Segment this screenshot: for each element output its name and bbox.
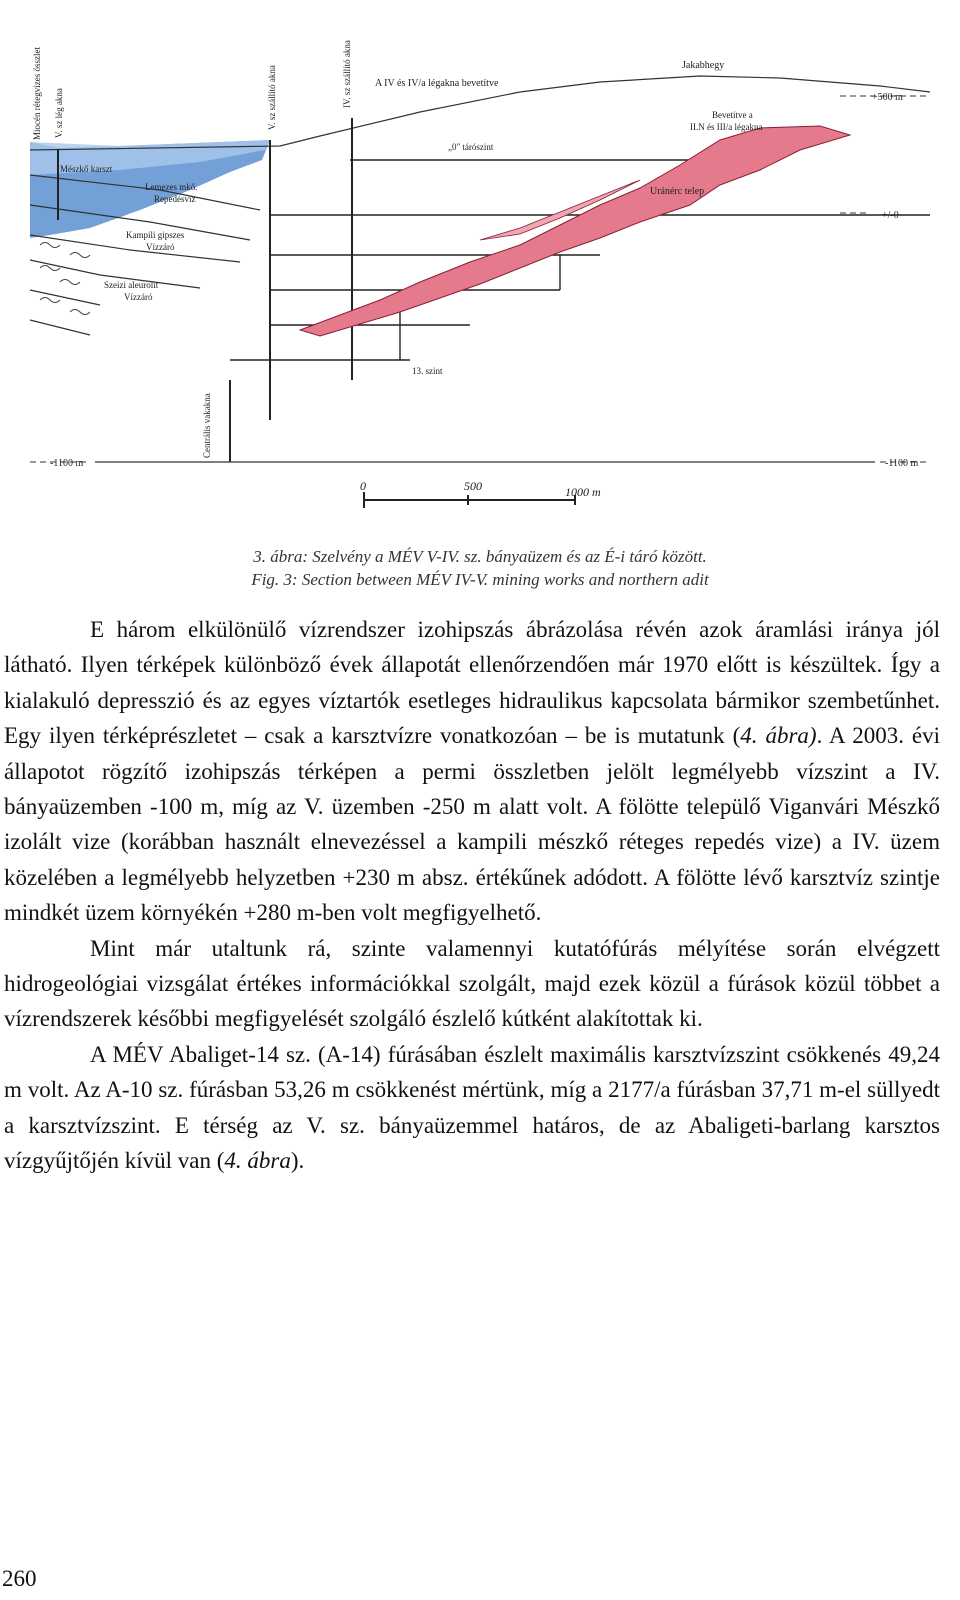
page-number: 260 <box>2 1566 37 1591</box>
label-bevetitve-2: II.N és III/a légakna <box>690 122 763 132</box>
label-v-leg-akna: V. sz lég akna <box>54 88 64 138</box>
label-kampili-1: Kampili gipszes <box>126 230 185 240</box>
label-minus1100-left: -1100 m <box>50 458 84 469</box>
label-szeizi-1: Szeizi aleurolit <box>104 280 159 290</box>
label-bevetitve-1: Bevetítve a <box>712 110 753 120</box>
label-kampili-2: Vízzáró <box>146 242 175 252</box>
label-v-szallito: V. sz szállító akna <box>267 65 277 130</box>
label-plus0: +/-0 <box>882 210 899 221</box>
label-lemezes-2: Repedésvíz <box>154 194 196 204</box>
cross-section-figure <box>0 0 960 540</box>
paragraph-3 <box>4 1037 940 1179</box>
label-szeizi-2: Vízzáró <box>124 292 153 302</box>
label-iv-szallito: IV. sz szállító akna <box>342 40 352 108</box>
layer-hatching <box>40 243 90 315</box>
uranium-ore-body <box>300 126 850 336</box>
label-miocene: Miocén rétegvizes összlet <box>32 47 42 140</box>
figure-reference: 4. ábra <box>224 1148 291 1174</box>
label-minus1100-right: -1100 m <box>885 458 919 469</box>
scale-bar <box>364 492 575 508</box>
label-plus500: +500 m <box>872 92 903 103</box>
paragraph-1 <box>4 612 940 931</box>
paragraph-2: Mint már utaltunk rá, szinte valamennyi kutatófúrás mélyítése során elvégzett hidrogeológiai vizsgálat értékes információkkal szolgált, majd ezek közül a fúrások közül többet a vízrendszerek későbbi megfigyelését szolgáló észlelő kútként alakítottak ki. <box>4 935 940 1032</box>
label-centralis: Centrális vakakna <box>202 393 212 458</box>
figure-reference: 4. ábra) <box>740 723 817 749</box>
paragraph-1-text-a: E három elkülönülő vízrendszer izohipszás ábrázolása révén azok áramlási iránya jól látható. Ilyen térképek különböző évek állapotát ellenőrzendően már 1970 előtt is készültek. Így a kialakuló depresszió és az egyes víztartók esetleges hidraulikus kapcsolata bármikor szembetűnhet. Egy ilyen térképrészletet – csak a karsztvízre vonatkozóan – be is mutatunk ( <box>4 617 940 749</box>
label-uranerc: Uránérc telep <box>650 186 705 197</box>
scale-label-500: 500 <box>464 479 482 493</box>
label-taroszint: „0" tárószint <box>448 142 494 152</box>
scale-label-1000: 1000 m <box>565 485 601 499</box>
body-text <box>4 612 940 1179</box>
strata-lines <box>30 76 930 335</box>
figure-caption-hu: 3. ábra: Szelvény a MÉV V-IV. sz. bányaüzem és az É-i táró között. <box>253 547 707 566</box>
paragraph-3-text-b: ). <box>290 1148 305 1174</box>
label-jakabhegy: Jakabhegy <box>682 60 725 71</box>
paragraph-3-text-a: A MÉV Abaliget-14 sz. (A-14) fúrásában észlelt maximális karsztvízszint csökkenés 49,24 m volt. Az A-10 sz. fúrásban 53,26 m csökkenést mértünk, míg a 2177/a fúrásban 37,71 m-el süllyedt a karsztvízszint. E térség az V. sz. bányaüzemmel határos, de az Abaligeti-barlang karsztos vízgyűjtőjén kívül van ( <box>4 1041 940 1174</box>
label-meszko-karszt: Mészkő karszt <box>60 164 113 174</box>
figure-caption-en: Fig. 3: Section between MÉV IV-V. mining works and northern adit <box>251 570 709 589</box>
label-iv-legakna: A IV és IV/a légakna bevetítve <box>375 78 499 89</box>
label-lemezes-1: Lemezes mkő. <box>145 182 198 192</box>
scale-label-0: 0 <box>360 479 366 493</box>
label-13-szint: 13. szint <box>412 366 443 376</box>
paragraph-1-text-b: . A 2003. évi állapotot rögzítő izohipszás térképen a permi összletben jelölt legmélyebb vízszint a IV. bányaüzemben -100 m, míg az V. üzemben -250 m alatt volt. A fölötte települő Viganvári Mészkő izolált vize (korábban használt elnevezéssel a kampili mészkő réteges repedés vize) a IV. üzem közelében a legmélyebb helyzetben +230 m absz. értékűnek adódott. A fölötte lévő karsztvíz szintje mindkét üzem környékén +280 m-ben volt megfigyelhető. <box>4 723 941 926</box>
